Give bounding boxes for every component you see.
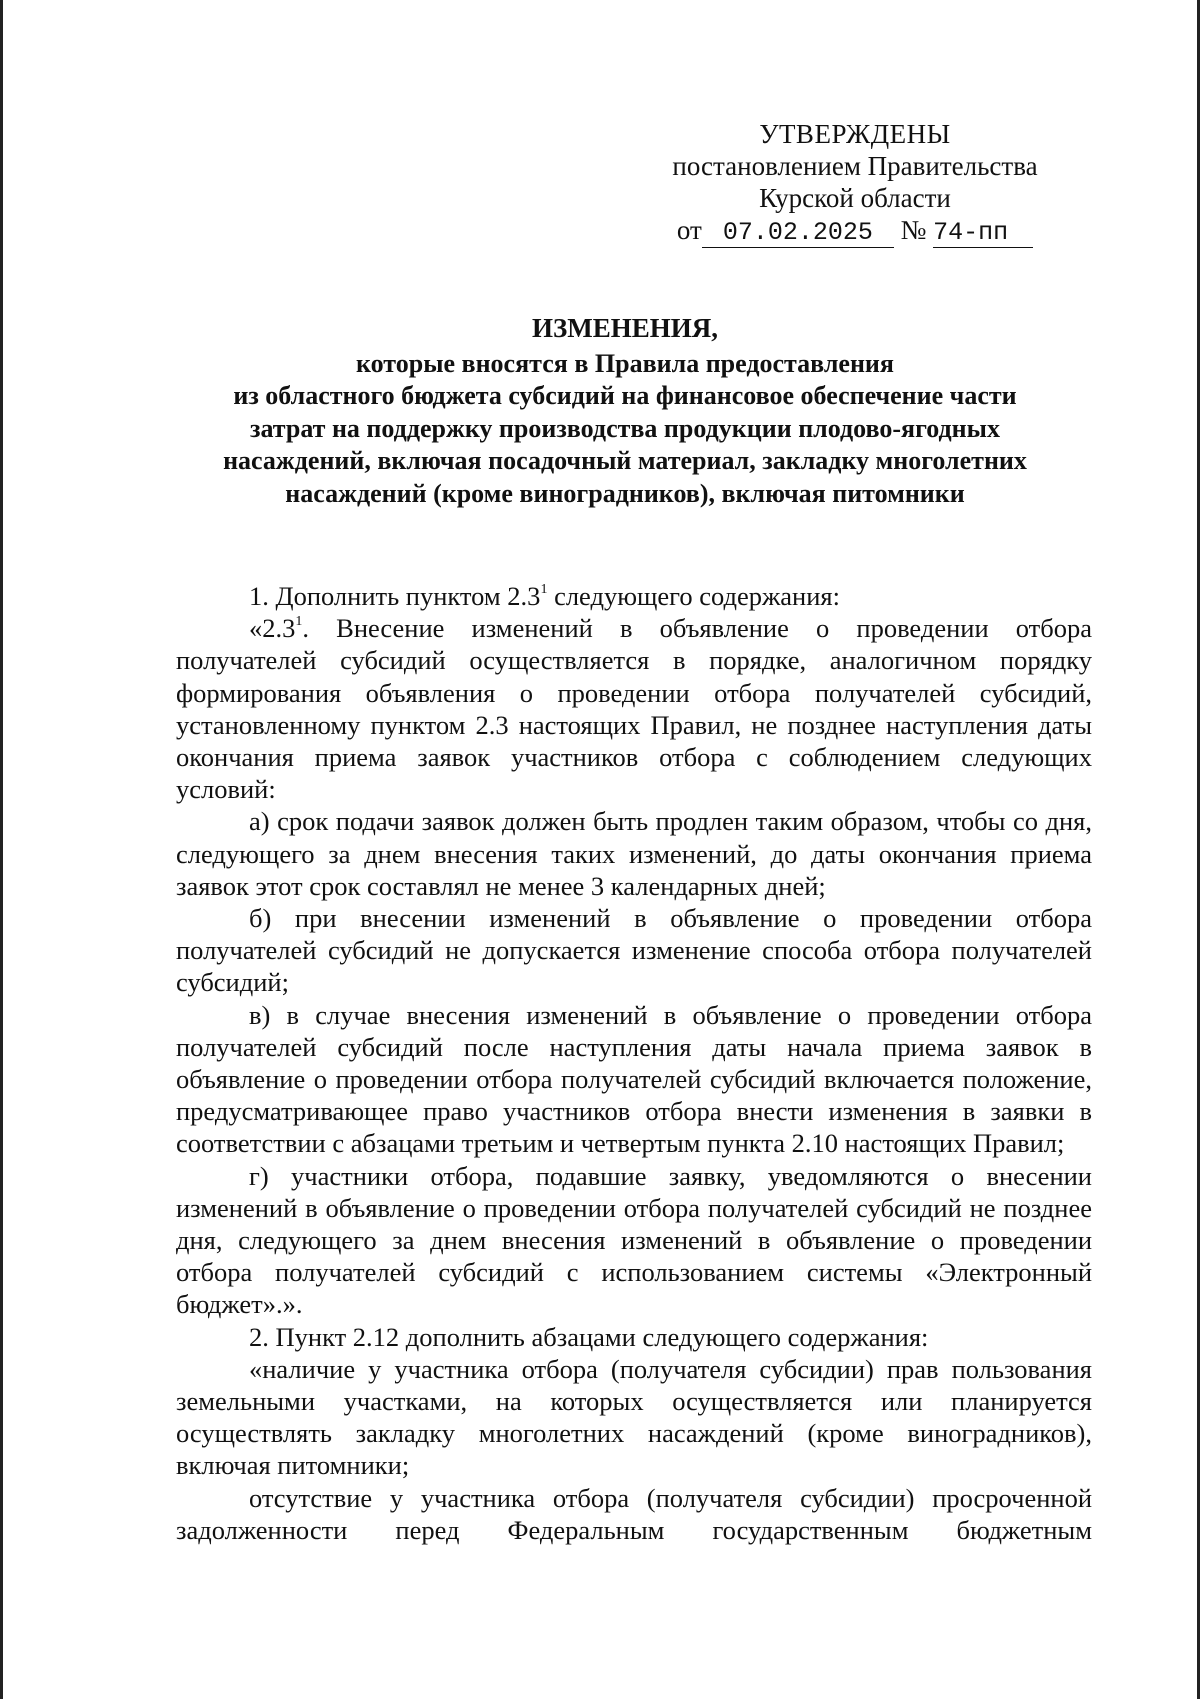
- paragraph-2: [176, 612, 1092, 805]
- scan-edge-left: [0, 0, 3, 1699]
- superscript: 1: [540, 582, 548, 598]
- heading-line-5: насаждений (кроме виноградников), включая питомники: [285, 478, 965, 508]
- paragraph-1: [176, 580, 1092, 612]
- number-prefix: №: [900, 215, 927, 245]
- paragraph-1-text-end: следующего содержания:: [547, 581, 840, 611]
- decree-number: 74-пп: [933, 219, 1033, 248]
- decree-date: 07.02.2025: [702, 219, 894, 248]
- number-group: [901, 214, 1034, 248]
- paragraph-4: б) при внесении изменений в объявление о проведении отбора получателей субсидий не допускается изменение способа отбора получателей субсидий;: [176, 903, 1092, 998]
- paragraph-2-text-end: . Внесение изменений в объявление о проведении отбора получателей субсидий осуществляется в порядке, аналогичном порядку формирования объявления о проведении отбора получателей субсидий, установленному пунктом 2.3 настоящих Правил, не позднее наступления даты окончания приема заявок участников отбора с соблюдением следующих условий:: [176, 613, 1092, 805]
- paragraph-9: отсутствие у участника отбора (получателя субсидии) просроченной задолженности перед Федеральным государственным бюджетным: [176, 1482, 1092, 1545]
- approval-stamp-block: [640, 118, 1070, 248]
- paragraph-7: 2. Пункт 2.12 дополнить абзацами следующего содержания:: [249, 1321, 929, 1352]
- heading-title: ИЗМЕНЕНИЯ,: [531, 313, 718, 343]
- heading-line-1: которые вносятся в Правила предоставления: [356, 348, 894, 378]
- document-heading: [160, 312, 1090, 510]
- approval-line-1: постановлением Правительства: [672, 151, 1038, 181]
- paragraph-3: а) срок подачи заявок должен быть продлен таким образом, чтобы со дня, следующего за днем внесения таких изменений, до даты окончания приема заявок этот срок составлял не менее 3 календарных дней;: [176, 806, 1092, 901]
- superscript: 1: [295, 614, 303, 630]
- approval-line-2: Курской области: [759, 183, 951, 213]
- heading-line-4: насаждений, включая посадочный материал, закладку многолетних: [223, 446, 1027, 475]
- paragraph-1-text: 1. Дополнить пунктом 2.3: [249, 581, 541, 611]
- heading-line-3: затрат на поддержку производства продукции плодово-ягодных: [250, 413, 1000, 443]
- document-body: [176, 580, 1092, 1546]
- approval-date-row: [640, 214, 1070, 248]
- paragraph-5: в) в случае внесения изменений в объявление о проведении отбора получателей субсидий после наступления даты начала приема заявок в объявление о проведении отбора получателей субсидий включается положение, предусматривающее право участников отбора внести изменения в заявки в соответствии с абзацами третьим и четвертым пункта 2.10 настоящих Правил;: [176, 999, 1092, 1159]
- paragraph-8: «наличие у участника отбора (получателя субсидии) прав пользования земельными участками, на которых осуществляется или планируется осуществлять закладку многолетних насаждений (кроме виноградников), включая питомники;: [176, 1353, 1092, 1481]
- date-prefix: от: [676, 215, 702, 245]
- approval-title: УТВЕРЖДЕНЫ: [759, 119, 951, 149]
- paragraph-6: г) участники отбора, подавшие заявку, уведомляются о внесении изменений в объявление о проведении отбора получателей субсидий не позднее дня, следующего за днем внесения изменений в объявление о проведении отбора получателей субсидий с использованием системы «Электронный бюджет».».: [176, 1160, 1092, 1320]
- heading-line-2: из областного бюджета субсидий на финансовое обеспечение части: [233, 381, 1017, 410]
- paragraph-2-text: «2.3: [249, 613, 296, 644]
